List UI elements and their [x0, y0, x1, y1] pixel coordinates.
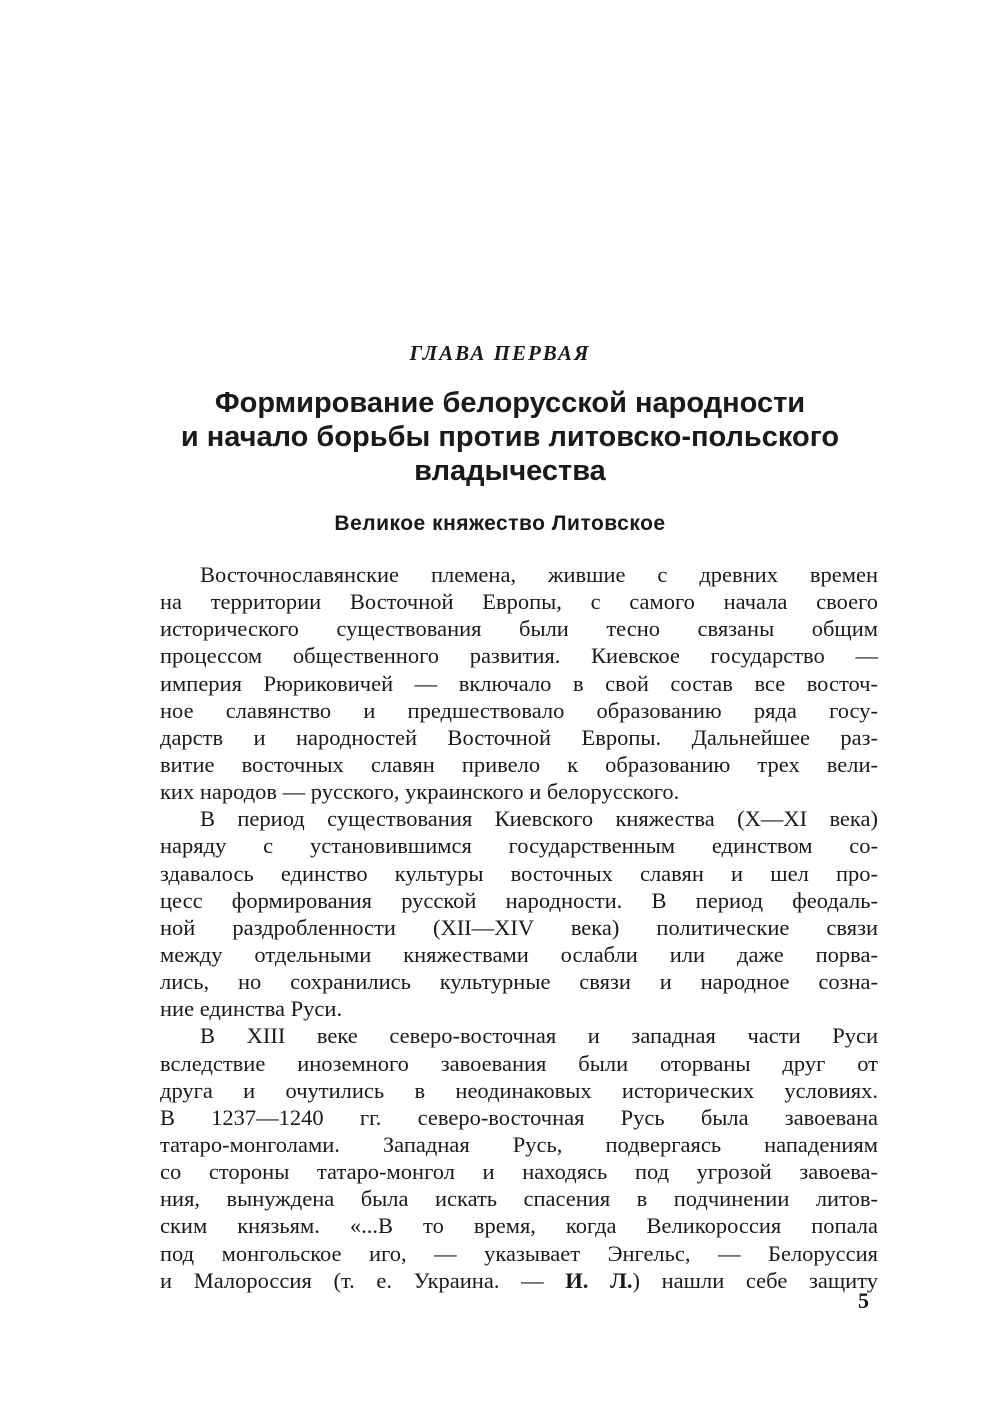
text-line: между отдельными княжествами ослабли или даже порва- — [160, 941, 878, 967]
text-line: со стороны татаро-монгол и находясь под угрозой завоева- — [160, 1159, 878, 1185]
text-line: В период существования Киевского княжества (X—XI века) — [200, 806, 878, 832]
text-run: и Малороссия (т. е. Украина. — — [160, 1267, 566, 1293]
text-line: ским князьям. «...В то время, когда Великороссия попала — [160, 1213, 878, 1239]
chapter-title-line: и начало борьбы против литовско-польского — [180, 421, 840, 453]
body-text — [160, 561, 878, 1294]
chapter-title-line: владычества — [414, 455, 606, 487]
text-line: витие восточных славян привело к образованию трех вели- — [160, 751, 878, 777]
text-line: ния, вынуждена была искать спасения в подчинении литов- — [160, 1186, 878, 1212]
text-line: цесс формирования русской народности. В период феодаль- — [160, 887, 878, 913]
text-line: вследствие иноземного завоевания были оторваны друг от — [160, 1050, 878, 1076]
text-line: В 1237—1240 гг. северо-восточная Русь была завоевана — [160, 1104, 878, 1130]
section-title: Великое княжество Литовское — [334, 512, 666, 535]
page-number: 5 — [858, 1288, 869, 1313]
paragraph — [160, 561, 878, 805]
text-line: на территории Восточной Европы, с самого начала своего — [160, 589, 878, 615]
text-line: ное славянство и предшествовало образованию ряда госу- — [160, 697, 878, 723]
text-line: под монгольское иго, — указывает Энгельс, — Белоруссия — [160, 1240, 878, 1266]
text-line: лись, но сохранились культурные связи и народное созна- — [160, 969, 878, 995]
text-line: Восточнославянские племена, жившие с древних времен — [200, 562, 878, 587]
paragraph — [160, 805, 878, 1022]
text-line: исторического существования были тесно связаны общим — [160, 616, 878, 642]
text-line: здавалось единство культуры восточных славян и шел про- — [160, 860, 878, 886]
chapter-title — [120, 386, 900, 488]
text-run: ) нашли себе защиту — [632, 1267, 878, 1293]
text-line: ной раздробленности (XII—XIV века) политические связи — [160, 914, 878, 940]
text-line: татаро-монголами. Западная Русь, подвергаясь нападениям — [160, 1131, 878, 1157]
chapter-title-line: Формирование белорусской народности — [214, 387, 806, 419]
text-line: империя Рюриковичей — включало в свой состав все восточ- — [160, 670, 878, 696]
text-line — [160, 1267, 878, 1294]
text-line: дарств и народностей Восточной Европы. Дальнейшее раз- — [160, 724, 878, 750]
author-initials: И. Л. — [565, 1267, 633, 1293]
text-line: друга и очутились в неодинаковых исторических условиях. — [160, 1077, 878, 1103]
text-line: ние единства Руси. — [160, 996, 343, 1022]
text-line: В XIII веке северо-восточная и западная части Руси — [200, 1023, 878, 1049]
chapter-label: ГЛАВА ПЕРВАЯ — [409, 341, 591, 365]
text-line: ких народов — русского, украинского и белорусского. — [160, 779, 680, 805]
text-line: процессом общественного развития. Киевское государство — — [160, 643, 878, 669]
paragraph — [160, 1022, 878, 1293]
text-line: наряду с установившимся государственным единством со- — [160, 833, 878, 859]
